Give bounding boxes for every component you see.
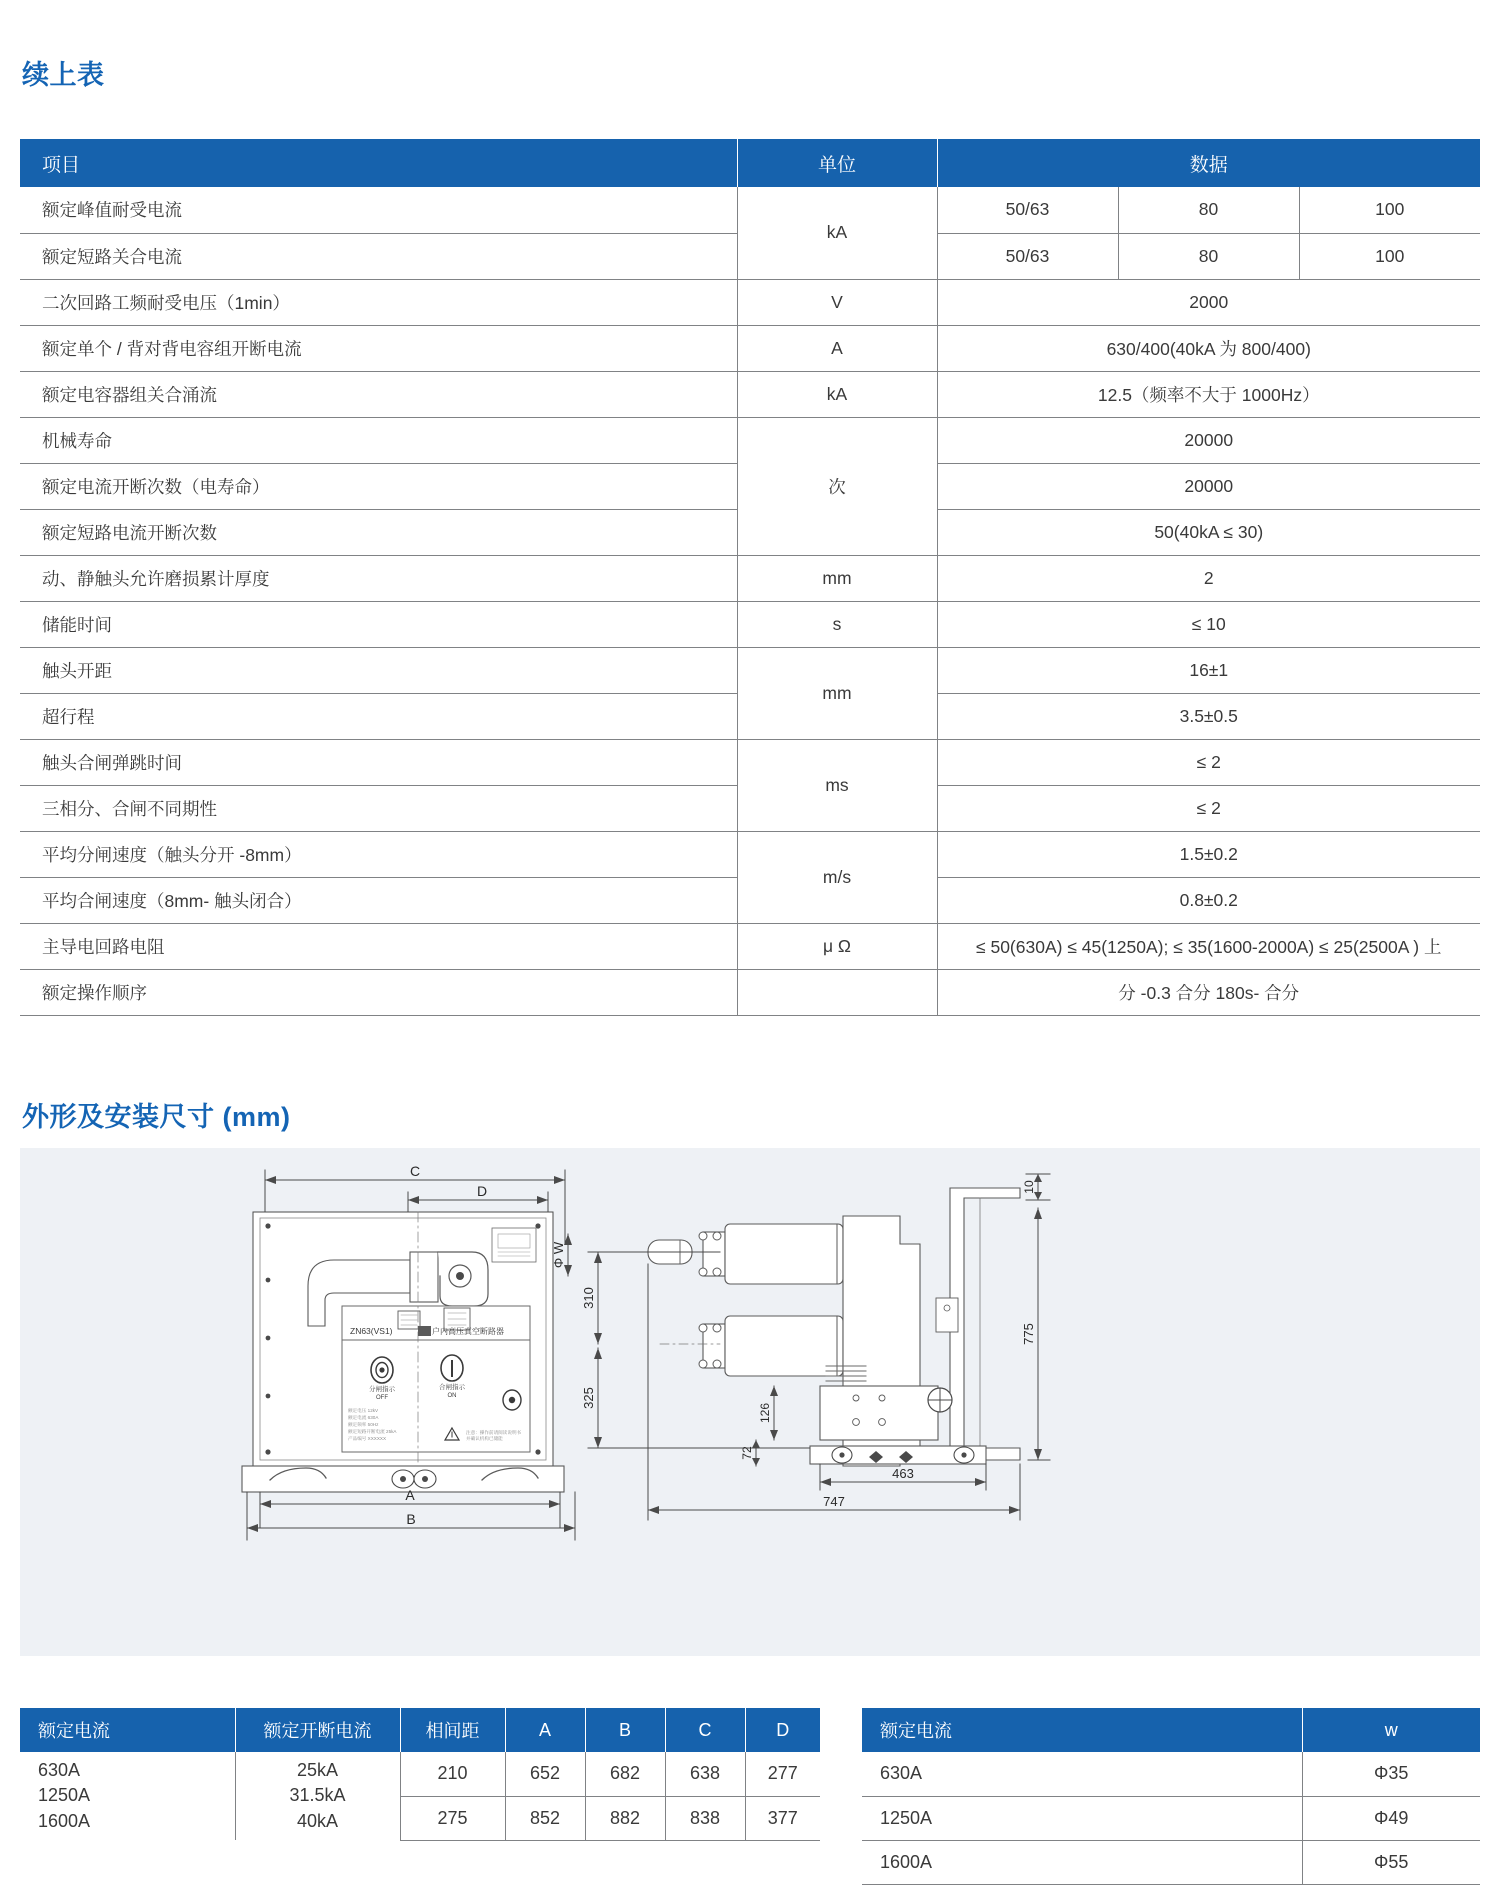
spec-item-label: 机械寿命: [20, 417, 737, 463]
dim-header-b: B: [585, 1708, 665, 1752]
dim-cell-d: 277: [745, 1752, 820, 1796]
table-row: [862, 1840, 1480, 1884]
spec-data-value: 50/63: [937, 233, 1118, 279]
table-row: [20, 831, 1480, 877]
nameplate-logo-icon: [418, 1326, 431, 1336]
dim-cell-phase-spacing: 275: [400, 1796, 505, 1840]
spec-data-value: 100: [1299, 187, 1480, 233]
spec-data-value: 80: [1118, 187, 1299, 233]
section-heading-continued-table: 续上表: [22, 60, 105, 90]
spec-item-label: 超行程: [20, 693, 737, 739]
spec-data-value: 20000: [937, 463, 1480, 509]
dim-header-phase-spacing: 相间距: [400, 1708, 505, 1752]
dim-header-a: A: [505, 1708, 585, 1752]
rated-current-line: 1600A: [38, 1810, 91, 1831]
dim-header-rated-current: 额定电流: [20, 1708, 235, 1752]
spec-data-value: ≤ 2: [937, 785, 1480, 831]
bushing-cell-current: 630A: [862, 1752, 1302, 1796]
drawing-label-325: 325: [581, 1387, 596, 1409]
spec-data-value: 50(40kA ≤ 30): [937, 509, 1480, 555]
spec-unit-value: ms: [737, 739, 937, 831]
table-row: [20, 739, 1480, 785]
section-heading-dimensions: 外形及安装尺寸 (mm): [22, 1102, 291, 1132]
outline-drawing-panel: [20, 1148, 1480, 1656]
spec-data-value: 80: [1118, 233, 1299, 279]
spec-unit-value: kA: [737, 187, 937, 279]
spec-unit-value: A: [737, 325, 937, 371]
svg-text:额定电压 12kV: 额定电压 12kV: [348, 1408, 379, 1413]
dim-cell-a: 652: [505, 1752, 585, 1796]
rated-current-line: 630A: [38, 1759, 81, 1780]
table-row: [20, 187, 1480, 233]
spec-data-value: 100: [1299, 233, 1480, 279]
spec-item-label: 平均分闸速度（触头分开 -8mm）: [20, 831, 737, 877]
dimension-table-head: [20, 1708, 820, 1752]
dim-cell-c: 838: [665, 1796, 745, 1840]
table-row: [20, 555, 1480, 601]
spec-data-value: ≤ 10: [937, 601, 1480, 647]
bushing-cell-w: Φ49: [1302, 1796, 1480, 1840]
spec-header-unit: 单位: [737, 139, 937, 187]
drawing-label-126: 126: [758, 1402, 772, 1424]
bushing-header-rated-current: 额定电流: [862, 1708, 1302, 1752]
dim-cell-rated-current: [20, 1752, 235, 1840]
spec-table-head: [20, 139, 1480, 187]
spec-table-body: [20, 187, 1480, 1015]
dim-cell-a: 852: [505, 1796, 585, 1840]
dim-cell-c: 638: [665, 1752, 745, 1796]
dim-cell-b: 882: [585, 1796, 665, 1840]
spec-data-value: 20000: [937, 417, 1480, 463]
spec-item-label: 三相分、合闸不同期性: [20, 785, 737, 831]
spec-unit-value: m/s: [737, 831, 937, 923]
spec-unit-value: mm: [737, 555, 937, 601]
spec-table-header-row: [20, 139, 1480, 187]
spec-data-value: 630/400(40kA 为 800/400): [937, 325, 1480, 371]
spec-item-label: 额定短路电流开断次数: [20, 509, 737, 555]
table-row: [20, 371, 1480, 417]
dimension-table-body: [20, 1752, 820, 1840]
spec-unit-value: V: [737, 279, 937, 325]
svg-text:额定电流 630A: 额定电流 630A: [348, 1415, 379, 1420]
table-row: [862, 1796, 1480, 1840]
svg-text:额定短路开断电流 25kA: 额定短路开断电流 25kA: [348, 1429, 397, 1434]
spec-item-label: 触头合闸弹跳时间: [20, 739, 737, 785]
drawing-label-463: 463: [892, 1466, 914, 1481]
spec-unit-value: [737, 969, 937, 1015]
table-row: [20, 601, 1480, 647]
drawing-label-a: A: [405, 1487, 415, 1503]
spec-data-value: 2: [937, 555, 1480, 601]
drawing-label-775: 775: [1021, 1323, 1036, 1345]
specification-table: [20, 139, 1480, 1016]
table-row: [20, 969, 1480, 1015]
bushing-cell-current: 1600A: [862, 1840, 1302, 1884]
spec-item-label: 储能时间: [20, 601, 737, 647]
spec-data-value: 50/63: [937, 187, 1118, 233]
svg-text:产品编号 XXXXXX: 产品编号 XXXXXX: [348, 1436, 387, 1441]
drawing-label-d: D: [476, 1183, 488, 1199]
spec-data-value: 3.5±0.5: [937, 693, 1480, 739]
drawing-label-747: 747: [823, 1494, 845, 1509]
table-row: [20, 923, 1480, 969]
spec-data-value: 2000: [937, 279, 1480, 325]
outline-drawing-svg: [20, 1148, 1480, 1656]
spec-data-value: 1.5±0.2: [937, 831, 1480, 877]
dimension-table-header-row: [20, 1708, 820, 1752]
table-row: [20, 279, 1480, 325]
spec-data-value: 12.5（频率不大于 1000Hz）: [937, 371, 1480, 417]
bushing-diameter-table: [862, 1708, 1480, 1885]
svg-text:注意：操作前请阅读说明书: 注意：操作前请阅读说明书: [466, 1430, 522, 1435]
bushing-header-w: w: [1302, 1708, 1480, 1752]
bushing-cell-w: Φ55: [1302, 1840, 1480, 1884]
spec-item-label: 额定短路关合电流: [20, 233, 737, 279]
spec-item-label: 平均合闸速度（8mm- 触头闭合）: [20, 877, 737, 923]
spec-data-value: 16±1: [937, 647, 1480, 693]
spec-item-label: 二次回路工频耐受电压（1min）: [20, 279, 737, 325]
spec-data-value: ≤ 50(630A) ≤ 45(1250A); ≤ 35(1600-2000A) ≤ 25(2500A ) 上: [937, 923, 1480, 969]
spec-item-label: 额定峰值耐受电流: [20, 187, 737, 233]
spec-item-label: 额定电容器组关合涌流: [20, 371, 737, 417]
drawing-label-10: 10: [1022, 1180, 1036, 1194]
svg-text:额定频率 50Hz: 额定频率 50Hz: [348, 1422, 379, 1427]
spec-data-value: 分 -0.3 合分 180s- 合分: [937, 969, 1480, 1015]
nameplate-product: 户内高压真空断路器: [432, 1327, 504, 1336]
spec-unit-value: 次: [737, 417, 937, 555]
drawing-label-72: 72: [740, 1446, 754, 1460]
spec-unit-value: mm: [737, 647, 937, 739]
breaking-current-line: 31.5kA: [289, 1785, 346, 1806]
drawing-label-phi-w: Φ W: [551, 1241, 566, 1269]
drawing-label-310: 310: [581, 1287, 596, 1309]
spec-header-data: 数据: [937, 139, 1480, 187]
table-row: [20, 325, 1480, 371]
bushing-table-head: [862, 1708, 1480, 1752]
dim-header-breaking-current: 额定开断电流: [235, 1708, 400, 1752]
spec-unit-value: μ Ω: [737, 923, 937, 969]
spec-unit-value: kA: [737, 371, 937, 417]
spec-unit-value: s: [737, 601, 937, 647]
spec-data-value: 0.8±0.2: [937, 877, 1480, 923]
breaking-current-line: 40kA: [296, 1810, 339, 1831]
dim-cell-d: 377: [745, 1796, 820, 1840]
spec-item-label: 额定单个 / 背对背电容组开断电流: [20, 325, 737, 371]
indicator-off-sub: OFF: [376, 1395, 388, 1401]
dim-cell-b: 682: [585, 1752, 665, 1796]
dim-cell-phase-spacing: 210: [400, 1752, 505, 1796]
dim-header-d: D: [745, 1708, 820, 1752]
bushing-cell-current: 1250A: [862, 1796, 1302, 1840]
indicator-on-label: 合闸指示: [439, 1384, 465, 1391]
drawing-label-c: C: [409, 1163, 421, 1179]
table-row: [862, 1752, 1480, 1796]
dim-header-c: C: [665, 1708, 745, 1752]
breaking-current-line: 25kA: [296, 1759, 339, 1780]
drawing-label-b: B: [406, 1511, 416, 1527]
indicator-off-label: 分闸指示: [369, 1386, 395, 1393]
spec-item-label: 主导电回路电阻: [20, 923, 737, 969]
table-row: [20, 1752, 820, 1796]
spec-data-value: ≤ 2: [937, 739, 1480, 785]
nameplate-model: ZN63(VS1): [350, 1326, 393, 1336]
spec-item-label: 动、静触头允许磨损累计厚度: [20, 555, 737, 601]
table-row: [20, 647, 1480, 693]
dimension-table: [20, 1708, 820, 1841]
spec-item-label: 触头开距: [20, 647, 737, 693]
bushing-table-body: [862, 1752, 1480, 1884]
svg-text:并确认机构已储能: 并确认机构已储能: [466, 1436, 503, 1441]
dim-cell-breaking-current: [235, 1752, 400, 1840]
spec-header-item: 项目: [20, 139, 737, 187]
bushing-cell-w: Φ35: [1302, 1752, 1480, 1796]
bushing-table-header-row: [862, 1708, 1480, 1752]
indicator-on-sub: ON: [447, 1393, 457, 1399]
spec-item-label: 额定电流开断次数（电寿命）: [20, 463, 737, 509]
spec-item-label: 额定操作顺序: [20, 969, 737, 1015]
rated-current-line: 1250A: [38, 1785, 91, 1806]
table-row: [20, 417, 1480, 463]
